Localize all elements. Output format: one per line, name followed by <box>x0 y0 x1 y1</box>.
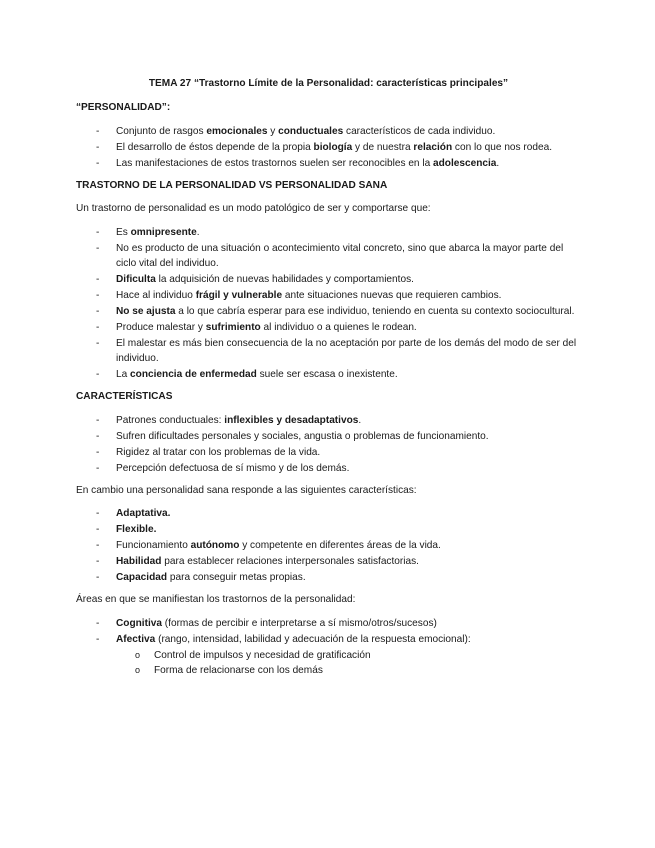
list-areas-afectiva-sub <box>76 648 581 679</box>
list-item <box>76 156 581 171</box>
list-item <box>76 522 581 537</box>
circle-bullet: o <box>135 665 141 675</box>
text: Funcionamiento <box>116 540 191 552</box>
dash-bullet: - <box>96 289 100 301</box>
text: a lo que cabría esperar para ese individuo, teniendo en cuenta su contexto sociocultural. <box>175 305 575 317</box>
text: suele ser escasa o inexistente. <box>256 369 398 380</box>
bold-text: No se ajusta <box>116 305 176 317</box>
list-item <box>76 140 581 155</box>
list-item <box>76 554 581 569</box>
text: El desarrollo de éstos depende de la propia <box>116 141 314 153</box>
dash-bullet: - <box>96 571 100 583</box>
text: al individuo o a quienes le rodean. <box>260 321 417 333</box>
bold-text: relación <box>413 141 453 153</box>
dash-bullet: - <box>96 274 100 286</box>
list-item <box>76 538 581 553</box>
list-item <box>76 225 581 240</box>
text: y <box>267 125 279 137</box>
bold-text: conductuales <box>278 125 344 137</box>
circle-bullet: o <box>135 649 141 660</box>
text: Hace al individuo <box>116 289 196 301</box>
text: (rango, intensidad, labilidad y adecuación de la respuesta emocional): <box>155 633 471 645</box>
dash-bullet: - <box>96 242 100 254</box>
document-content <box>76 76 581 678</box>
bold-text: Dificulta <box>116 274 156 286</box>
text: Forma de relacionarse con los demás <box>154 665 323 676</box>
text: . <box>358 414 362 426</box>
text: . <box>496 157 500 169</box>
bold-text: Afectiva <box>116 633 156 645</box>
list-item <box>76 288 581 303</box>
list-item <box>76 320 581 335</box>
list-item <box>76 570 581 585</box>
text: . <box>196 226 200 238</box>
text: característicos de cada individuo. <box>343 125 496 137</box>
dash-bullet: - <box>96 305 100 317</box>
list-item <box>76 413 581 428</box>
text: Rigidez al tratar con los problemas de la vida. <box>116 446 321 458</box>
intro-trastorno: Un trastorno de personalidad es un modo patológico de ser y comportarse que: <box>76 203 431 215</box>
list-item <box>76 616 581 631</box>
dash-bullet: - <box>96 414 100 426</box>
text: Patrones conductuales: <box>116 414 225 426</box>
bold-text: sufrimiento <box>205 321 261 333</box>
dash-bullet: - <box>96 125 100 137</box>
list-item <box>76 241 581 272</box>
intro-personalidad-sana: En cambio una personalidad sana responde a las siguientes características: <box>76 484 417 496</box>
sub-list-item <box>76 648 581 663</box>
heading-trastorno-vs-sana: TRASTORNO DE LA PERSONALIDAD VS PERSONALIDAD SANA <box>76 180 388 192</box>
text: para conseguir metas propias. <box>167 571 306 583</box>
dash-bullet: - <box>96 633 100 645</box>
dash-bullet: - <box>96 462 100 474</box>
list-personalidad-sana <box>76 506 581 585</box>
list-item <box>76 336 581 367</box>
text: Las manifestaciones de estos trastornos suelen ser reconocibles en la <box>116 157 434 169</box>
list-trastorno <box>76 225 581 383</box>
text: ante situaciones nuevas que requieren cambios. <box>282 289 502 301</box>
list-item <box>76 506 581 521</box>
dash-bullet: - <box>96 369 100 380</box>
bold-text: inflexibles y desadaptativos <box>224 414 359 426</box>
dash-bullet: - <box>96 617 100 629</box>
bold-text: adolescencia <box>433 157 497 169</box>
bold-text: Cognitiva <box>116 617 162 629</box>
list-areas <box>76 616 581 647</box>
bold-text: Habilidad <box>116 556 162 568</box>
list-item <box>76 461 581 476</box>
dash-bullet: - <box>96 157 100 169</box>
bold-text: autónomo <box>190 540 240 552</box>
list-item <box>76 429 581 444</box>
bold-text: emocionales <box>206 125 268 137</box>
heading-personalidad: “PERSONALIDAD”: <box>76 102 171 114</box>
list-item <box>76 272 581 287</box>
dash-bullet: - <box>96 540 100 552</box>
document-title: TEMA 27 “Trastorno Límite de la Personalidad: características principales” <box>148 78 509 89</box>
list-caracteristicas <box>76 413 581 476</box>
dash-bullet: - <box>96 508 100 520</box>
text: Control de impulsos y necesidad de gratificación <box>154 649 371 661</box>
heading-caracteristicas: CARACTERÍSTICAS <box>76 391 173 403</box>
bold-text: conciencia de enfermedad <box>130 369 257 380</box>
text: la adquisición de nuevas habilidades y comportamientos. <box>155 274 414 286</box>
dash-bullet: - <box>96 337 100 349</box>
text: y de nuestra <box>352 141 414 153</box>
text: para establecer relaciones interpersonales satisfactorias. <box>161 556 419 568</box>
bold-text: Capacidad <box>116 571 168 583</box>
list-item <box>76 632 581 647</box>
list-item <box>76 124 581 139</box>
dash-bullet: - <box>96 556 100 568</box>
intro-areas: Áreas en que se manifiestan los trastornos de la personalidad: <box>76 594 356 606</box>
text: con lo que nos rodea. <box>452 141 553 153</box>
text: El malestar es más bien consecuencia de la no aceptación por parte de los demás del modo de ser del individuo. <box>116 337 577 365</box>
dash-bullet: - <box>96 446 100 458</box>
text: (formas de percibir e interpretarse a sí mismo/otros/sucesos) <box>161 617 437 629</box>
dash-bullet: - <box>96 321 100 333</box>
bold-text: Adaptativa. <box>116 508 171 520</box>
list-personalidad <box>76 124 581 171</box>
dash-bullet: - <box>96 141 100 153</box>
dash-bullet: - <box>96 226 100 238</box>
bold-text: frágil y vulnerable <box>195 289 283 301</box>
text: La <box>116 369 131 380</box>
dash-bullet: - <box>96 430 100 442</box>
list-item <box>76 445 581 460</box>
list-item <box>76 304 581 319</box>
text: y competente en diferentes áreas de la vida. <box>239 540 441 552</box>
text: Percepción defectuosa de sí mismo y de los demás. <box>116 462 350 474</box>
text: Conjunto de rasgos <box>116 125 207 137</box>
text: Sufren dificultades personales y sociales, angustia o problemas de funcionamiento. <box>116 430 489 442</box>
bold-text: biología <box>313 141 353 153</box>
sub-list-item <box>76 663 581 678</box>
list-item <box>76 367 581 382</box>
bold-text: Flexible. <box>116 524 157 536</box>
text: Produce malestar y <box>116 321 206 333</box>
text: No es producto de una situación o acontecimiento vital concreto, sino que abarca la mayor parte del ciclo vital del individuo. <box>116 242 564 270</box>
text: Es <box>116 226 131 238</box>
bold-text: omnipresente <box>130 226 197 238</box>
dash-bullet: - <box>96 524 100 536</box>
